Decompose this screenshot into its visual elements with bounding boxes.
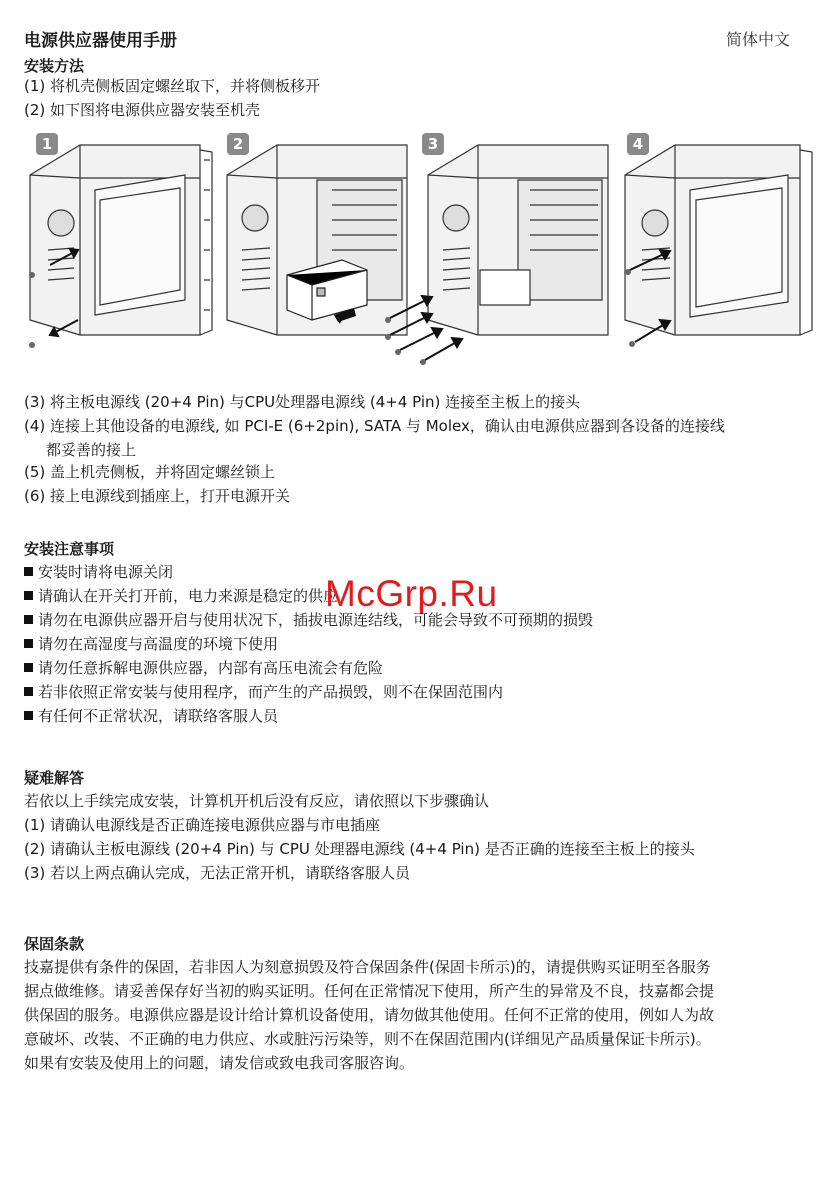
- bullet-icon: [24, 711, 33, 720]
- install-step-1: (1) 将机壳侧板固定螺丝取下，并将侧板移开: [24, 77, 321, 95]
- case-illustration-4: [620, 130, 820, 360]
- bullet-icon: [24, 639, 33, 648]
- bullet-icon: [24, 687, 33, 696]
- warranty-heading: 保固条款: [24, 935, 85, 953]
- language-label: 简体中文: [725, 30, 790, 49]
- case-illustration-1: [20, 130, 220, 360]
- note-text: 有任何不正常状况，请联络客服人员: [38, 707, 279, 725]
- install-heading: 安装方法: [24, 57, 85, 75]
- step-badge-3: 3: [422, 133, 444, 155]
- troubleshoot-heading: 疑难解答: [24, 769, 85, 787]
- install-step-3: (3) 将主板电源线 (20+4 Pin) 与CPU处理器电源线 (4+4 Pin) 连接至主板上的接头: [24, 393, 581, 411]
- case-illustration-3: [380, 130, 615, 370]
- install-step-4-cont: 都妥善的接上: [46, 441, 137, 459]
- troubleshoot-line: 若依以上手续完成安装，计算机开机后没有反应，请依照以下步骤确认: [24, 792, 490, 810]
- bullet-icon: [24, 591, 33, 600]
- note-text: 请勿在电源供应器开启与使用状况下，插拔电源连结线，可能会导致不可预期的损毁: [38, 611, 594, 629]
- note-item: [24, 562, 173, 582]
- note-text: 请确认在开关打开前，电力来源是稳定的供应: [38, 587, 339, 605]
- bullet-icon: [24, 567, 33, 576]
- install-step-6: (6) 接上电源线到插座上，打开电源开关: [24, 487, 291, 505]
- warranty-line: 如果有安装及使用上的问题，请发信或致电我司客服咨询。: [24, 1054, 415, 1072]
- install-step-2: (2) 如下图将电源供应器安装至机壳: [24, 101, 261, 119]
- troubleshoot-line: (1) 请确认电源线是否正确连接电源供应器与市电插座: [24, 816, 381, 834]
- bullet-icon: [24, 663, 33, 672]
- note-item: [24, 586, 338, 606]
- step-badge-2: 2: [227, 133, 249, 155]
- troubleshoot-line: (2) 请确认主板电源线 (20+4 Pin) 与 CPU 处理器电源线 (4+4 Pin) 是否正确的连接至主板上的接头: [24, 840, 695, 858]
- warranty-line: 据点做维修。请妥善保存好当初的购买证明。任何在正常情况下使用，所产生的异常及不良，技嘉都会提: [24, 982, 715, 1000]
- bullet-icon: [24, 615, 33, 624]
- note-text: 安装时请将电源关闭: [38, 563, 174, 581]
- watermark: McGrp.Ru: [325, 573, 498, 614]
- page-title: 电源供应器使用手册: [24, 31, 177, 51]
- install-step-4: (4) 连接上其他设备的电源线, 如 PCI-E (6+2pin), SATA 与 Molex，确认由电源供应器到各设备的连接线: [24, 417, 725, 435]
- note-item: [24, 610, 593, 630]
- note-text: 请勿在高湿度与高温度的环境下使用: [38, 635, 279, 653]
- step-badge-4: 4: [627, 133, 649, 155]
- step-badge-1: 1: [36, 133, 58, 155]
- note-item: [24, 658, 383, 678]
- note-item: [24, 706, 278, 726]
- note-item: [24, 682, 503, 702]
- install-step-5: (5) 盖上机壳侧板，并将固定螺丝锁上: [24, 463, 276, 481]
- note-text: 若非依照正常安装与使用程序，而产生的产品损毁，则不在保固范围内: [38, 683, 504, 701]
- notes-heading: 安装注意事项: [24, 540, 115, 558]
- warranty-line: 技嘉提供有条件的保固，若非因人为刻意损毁及符合保固条件(保固卡所示)的，请提供购买证明至各服务: [24, 958, 711, 976]
- warranty-line: 意破坏、改装、不正确的电力供应、水或脏污污染等，则不在保固范围内(详细见产品质量保证卡所示)。: [24, 1030, 711, 1048]
- troubleshoot-line: (3) 若以上两点确认完成，无法正常开机，请联络客服人员: [24, 864, 411, 882]
- warranty-line: 供保固的服务。电源供应器是设计给计算机设备使用，请勿做其他使用。任何不正常的使用，例如人为故: [24, 1006, 715, 1024]
- note-text: 请勿任意拆解电源供应器，内部有高压电流会有危险: [38, 659, 384, 677]
- note-item: [24, 634, 278, 654]
